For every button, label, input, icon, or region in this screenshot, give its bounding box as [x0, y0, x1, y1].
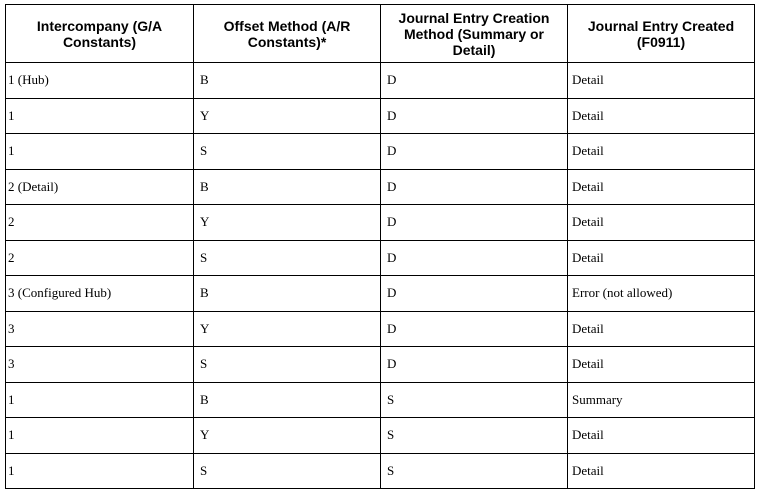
- cell-offset-method: Y: [194, 205, 381, 241]
- cell-creation-method: D: [381, 169, 568, 205]
- cell-intercompany: 1: [6, 453, 194, 489]
- cell-intercompany: 3: [6, 347, 194, 383]
- cell-offset-method: Y: [194, 98, 381, 134]
- cell-creation-method: D: [381, 311, 568, 347]
- cell-entry-created: Detail: [568, 453, 755, 489]
- cell-entry-created: Detail: [568, 311, 755, 347]
- cell-offset-method: S: [194, 453, 381, 489]
- intercompany-settings-table: [5, 4, 755, 489]
- table-header: [6, 5, 755, 63]
- cell-entry-created: Detail: [568, 169, 755, 205]
- cell-intercompany: 3 (Configured Hub): [6, 276, 194, 312]
- cell-intercompany: 1: [6, 98, 194, 134]
- cell-entry-created: Error (not allowed): [568, 276, 755, 312]
- cell-offset-method: B: [194, 382, 381, 418]
- cell-intercompany: 2 (Detail): [6, 169, 194, 205]
- cell-creation-method: S: [381, 418, 568, 454]
- cell-creation-method: D: [381, 276, 568, 312]
- table-row: [6, 240, 755, 276]
- header-intercompany: Intercompany (G/A Constants): [6, 5, 194, 63]
- cell-entry-created: Detail: [568, 418, 755, 454]
- table-row: [6, 311, 755, 347]
- cell-offset-method: B: [194, 63, 381, 99]
- cell-intercompany: 3: [6, 311, 194, 347]
- table-row: [6, 453, 755, 489]
- cell-entry-created: Detail: [568, 98, 755, 134]
- table-row: [6, 276, 755, 312]
- cell-entry-created: Detail: [568, 347, 755, 383]
- cell-offset-method: S: [194, 134, 381, 170]
- table-row: [6, 63, 755, 99]
- cell-entry-created: Detail: [568, 63, 755, 99]
- table-row: [6, 205, 755, 241]
- cell-offset-method: Y: [194, 311, 381, 347]
- cell-creation-method: S: [381, 382, 568, 418]
- table-body: [6, 63, 755, 489]
- header-journal-entry-created: Journal Entry Created (F0911): [568, 5, 755, 63]
- cell-intercompany: 1: [6, 382, 194, 418]
- table-row: [6, 382, 755, 418]
- cell-intercompany: 2: [6, 240, 194, 276]
- cell-entry-created: Summary: [568, 382, 755, 418]
- cell-creation-method: D: [381, 240, 568, 276]
- cell-offset-method: B: [194, 169, 381, 205]
- table-row: [6, 134, 755, 170]
- header-row: [6, 5, 755, 63]
- cell-entry-created: Detail: [568, 205, 755, 241]
- cell-creation-method: D: [381, 205, 568, 241]
- cell-entry-created: Detail: [568, 134, 755, 170]
- cell-creation-method: D: [381, 63, 568, 99]
- header-offset-method: Offset Method (A/R Constants)*: [194, 5, 381, 63]
- table-row: [6, 418, 755, 454]
- cell-offset-method: B: [194, 276, 381, 312]
- cell-creation-method: D: [381, 98, 568, 134]
- cell-offset-method: Y: [194, 418, 381, 454]
- cell-intercompany: 1: [6, 418, 194, 454]
- cell-offset-method: S: [194, 240, 381, 276]
- cell-creation-method: S: [381, 453, 568, 489]
- cell-intercompany: 2: [6, 205, 194, 241]
- cell-creation-method: D: [381, 347, 568, 383]
- cell-entry-created: Detail: [568, 240, 755, 276]
- cell-creation-method: D: [381, 134, 568, 170]
- cell-intercompany: 1 (Hub): [6, 63, 194, 99]
- header-journal-entry-creation-method: Journal Entry Creation Method (Summary or Detail): [381, 5, 568, 63]
- cell-offset-method: S: [194, 347, 381, 383]
- table-row: [6, 169, 755, 205]
- table-row: [6, 347, 755, 383]
- table-row: [6, 98, 755, 134]
- cell-intercompany: 1: [6, 134, 194, 170]
